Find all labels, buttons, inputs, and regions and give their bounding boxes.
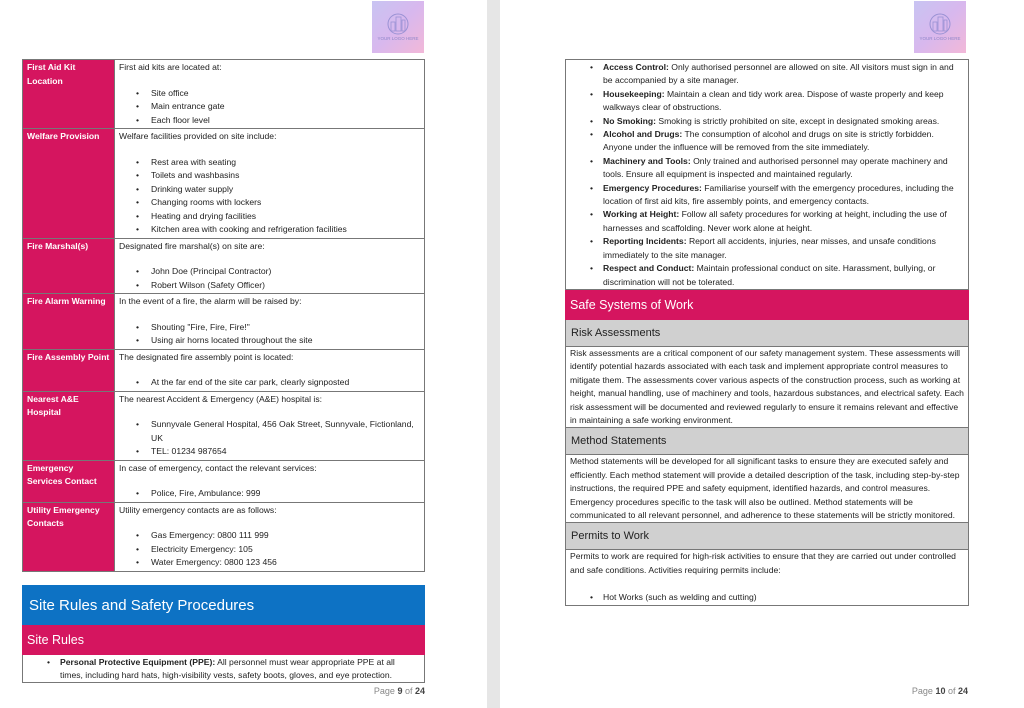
row-bullet-item: • Robert Wilson (Safety Officer): [119, 279, 420, 293]
footer-of: of: [402, 686, 415, 696]
row-bullet-item: • Site office: [119, 87, 420, 101]
row-bullet-item: • TEL: 01234 987654: [119, 445, 420, 459]
risk-assessments-box: [565, 346, 969, 428]
rule-title: Machinery and Tools:: [603, 155, 691, 166]
site-rules-box: [22, 655, 425, 684]
row-bullet-item: • Gas Emergency: 0800 111 999: [119, 529, 420, 543]
row-bullet-list: [119, 487, 420, 501]
document-page-9: [0, 0, 487, 708]
row-bullet-item: • Heating and drying facilities: [119, 210, 420, 224]
row-intro-text: In case of emergency, contact the relevant services:: [119, 462, 317, 473]
rule-item: [27, 656, 420, 683]
row-bullet-item: • Police, Fire, Ambulance: 999: [119, 487, 420, 501]
row-bullet-item: • Each floor level: [119, 114, 420, 128]
section-heading-site-rules: Site Rules and Safety Procedures: [22, 585, 425, 625]
method-statements-box: [565, 454, 969, 523]
permits-box: [565, 549, 969, 605]
site-info-table: [22, 59, 425, 572]
rule-text: Maintain professional conduct on site. Harassment, bullying, or discrimination will not be tolerated.: [603, 263, 936, 287]
page-footer: [374, 686, 425, 696]
page-total: 24: [414, 686, 425, 696]
method-statements-text: Method statements will be developed for all significant tasks to ensure they are executed safely and efficiently. Each method statement will provide a detailed description of the task, including step-by-step instructions, the required PPE and safety equipment, identified hazards, and control measures. Emergency procedures specific to the task will also be outlined. Method statements will be communicated to all relevant personnel, and adherence to these statements will be strictly monitored.: [570, 456, 960, 520]
rule-title: Reporting Incidents:: [603, 236, 687, 247]
document-page-10: [500, 0, 1024, 708]
rule-item: [570, 88, 964, 115]
rule-item: [570, 262, 964, 289]
building-icon: [927, 13, 953, 35]
info-row: [23, 502, 425, 571]
rule-text: Only authorised personnel are allowed on site. All visitors must sign in and be accompanied by a site manager.: [603, 62, 954, 86]
row-intro-text: The designated fire assembly point is located:: [119, 351, 294, 362]
building-icon: [385, 13, 411, 35]
info-row: [23, 60, 425, 129]
info-row: [23, 238, 425, 294]
rule-item: [570, 235, 964, 262]
row-label: Utility Emergency Contacts: [23, 502, 115, 571]
row-value: [115, 460, 425, 502]
rule-text: Maintain a clean and tidy work area. Dispose of waste properly and keep walkways clear of obstructions.: [603, 88, 944, 113]
row-bullet-list: [119, 156, 420, 237]
rule-text: Follow all safety procedures for working at height, including the use of harnesses and scaffolding. Never work alone at height.: [603, 209, 947, 233]
row-value: [115, 238, 425, 294]
row-bullet-item: • Toilets and washbasins: [119, 169, 420, 183]
subheading-risk-assessments: Risk Assessments: [565, 320, 969, 346]
row-intro-text: First aid kits are located at:: [119, 62, 222, 72]
rule-text: The consumption of alcohol and drugs on site is strictly forbidden. Anyone under the influence will be removed from the site immediately.: [603, 129, 934, 153]
rule-title: Access Control:: [603, 62, 669, 72]
permits-text: Permits to work are required for high-risk activities to ensure that they are carried out under controlled and safe conditions. Activities requiring permits include:: [570, 551, 956, 575]
info-row: [23, 294, 425, 350]
footer-of: of: [945, 686, 958, 696]
row-value: [115, 60, 425, 129]
row-label: Nearest A&E Hospital: [23, 391, 115, 460]
row-bullet-list: [119, 418, 420, 459]
row-label: Fire Assembly Point: [23, 349, 115, 391]
site-rules-continued-box: [565, 59, 969, 290]
row-intro-text: Welfare facilities provided on site include:: [119, 131, 277, 141]
subheading-permits-to-work: Permits to Work: [565, 523, 969, 549]
rule-item: [570, 115, 964, 128]
page-number: 9: [397, 686, 403, 696]
rule-item: [570, 182, 964, 209]
rule-title: Housekeeping:: [603, 88, 665, 99]
row-bullet-list: [119, 321, 420, 348]
row-bullet-item: • Water Emergency: 0800 123 456: [119, 556, 420, 570]
info-row: [23, 460, 425, 502]
row-bullet-item: • Drinking water supply: [119, 183, 420, 197]
rule-text: Smoking is strictly prohibited on site, except in designated smoking areas.: [656, 115, 940, 126]
row-label: Welfare Provision: [23, 129, 115, 239]
rule-text: All personnel must wear appropriate PPE at all times, including hard hats, high-visibility vests, safety boots, gloves, and eye protection.: [60, 656, 395, 680]
risk-assessments-text: Risk assessments are a critical component of our safety management system. These assessments will identify potential hazards associated with each task and implement appropriate control measures to mitigate them. The assessments cover various aspects of the construction process, such as working at height, manual handling, use of machinery and tools, hazardous substances, and electrical safety. Each risk assessment will be documented and reviewed regularly to ensure it remains relevant and effective in maintaining a safe working environment.: [570, 347, 964, 425]
row-intro-text: Designated fire marshal(s) on site are:: [119, 240, 265, 251]
company-logo: [914, 1, 966, 53]
rule-title: No Smoking:: [603, 115, 656, 126]
info-row: [23, 391, 425, 460]
row-bullet-list: [119, 376, 420, 390]
row-bullet-list: [119, 529, 420, 570]
row-intro-text: Utility emergency contacts are as follows:: [119, 504, 277, 515]
row-value: [115, 391, 425, 460]
logo-text: YOUR LOGO HERE: [919, 36, 961, 41]
rule-text: Only trained and authorised personnel may operate machinery and tools. Ensure all equipment is inspected and maintained regularly.: [603, 155, 948, 180]
row-bullet-item: • Rest area with seating: [119, 156, 420, 170]
row-intro-text: The nearest Accident & Emergency (A&E) hospital is:: [119, 393, 323, 404]
row-value: [115, 349, 425, 391]
page-content: [565, 59, 969, 606]
footer-prefix: Page: [373, 686, 398, 696]
row-value: [115, 502, 425, 571]
rule-item: [570, 208, 964, 235]
page-number: 10: [935, 686, 946, 696]
row-bullet-item: • Electricity Emergency: 105: [119, 543, 420, 557]
rule-text: Report all accidents, injuries, near misses, and unsafe conditions immediately to the site manager.: [603, 236, 936, 260]
row-bullet-item: • Kitchen area with cooking and refrigeration facilities: [119, 223, 420, 237]
row-bullet-item: • At the far end of the site car park, clearly signposted: [119, 376, 420, 390]
page-content: [22, 59, 425, 683]
rule-item: [570, 128, 964, 155]
row-bullet-list: [119, 87, 420, 128]
row-intro-text: In the event of a fire, the alarm will be raised by:: [119, 296, 302, 306]
info-row: [23, 349, 425, 391]
rule-item: [570, 155, 964, 182]
rule-item: [570, 61, 964, 88]
rule-title: Working at Height:: [603, 209, 680, 220]
row-bullet-item: • John Doe (Principal Contractor): [119, 265, 420, 279]
row-label: Emergency Services Contact: [23, 460, 115, 502]
page-total: 24: [957, 686, 968, 696]
row-bullet-item: • Main entrance gate: [119, 100, 420, 114]
row-label: Fire Marshal(s): [23, 238, 115, 294]
row-bullet-item: • Shouting "Fire, Fire, Fire!": [119, 321, 420, 335]
rule-title: Alcohol and Drugs:: [603, 129, 683, 140]
page-footer: [912, 686, 968, 696]
row-value: [115, 129, 425, 239]
row-bullet-item: • Using air horns located throughout the site: [119, 334, 420, 348]
logo-text: YOUR LOGO HERE: [377, 36, 419, 41]
rule-title: Personal Protective Equipment (PPE):: [60, 656, 216, 667]
row-bullet-list: [119, 265, 420, 292]
subsection-heading-site-rules: Site Rules: [22, 625, 425, 655]
company-logo: [372, 1, 424, 53]
row-label: Fire Alarm Warning: [23, 294, 115, 350]
subheading-method-statements: Method Statements: [565, 428, 969, 454]
rule-text: Familiarise yourself with the emergency procedures, including the location of first aid kits, fire assembly points, and emergency contacts.: [603, 182, 954, 207]
rule-title: Respect and Conduct:: [603, 263, 695, 274]
section-heading-safe-systems: Safe Systems of Work: [565, 290, 969, 320]
row-label: First Aid Kit Location: [23, 60, 115, 129]
info-row: [23, 129, 425, 239]
row-bullet-item: • Changing rooms with lockers: [119, 196, 420, 210]
row-bullet-item: • Sunnyvale General Hospital, 456 Oak Street, Sunnyvale, Fictionland, UK: [119, 418, 420, 445]
row-value: [115, 294, 425, 350]
permit-item: • Hot Works (such as welding and cutting): [570, 591, 964, 604]
rule-title: Emergency Procedures:: [603, 182, 702, 193]
footer-prefix: Page: [911, 686, 936, 696]
